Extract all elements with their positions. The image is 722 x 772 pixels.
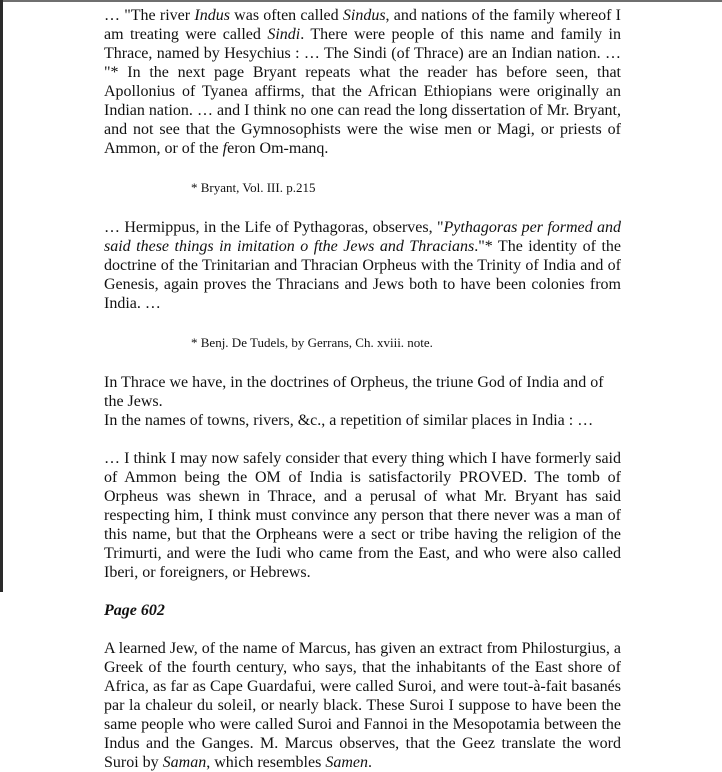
window-left-border: [0, 0, 3, 592]
paragraph-sindi: [104, 6, 621, 158]
spacer: [104, 620, 621, 639]
text-run: was often called: [229, 7, 343, 24]
text-run: ."* The identity of the doctrine of the Trinitarian and Thracian Orpheus with the Trinity of India and of Genesis, again proves the Thracians and Jews both to have been colonies from India. …: [104, 238, 621, 312]
footnote-bryant: * Bryant, Vol. III. p.215: [191, 180, 316, 195]
italic-run: Saman: [162, 754, 207, 771]
spacer: [104, 351, 621, 373]
spacer: [104, 196, 621, 218]
text-run: . There were people of this name and family in Thrace, named by Hesychius : … The Sindi (of Thrace) are an Indian nation. … "* In the next page Bryant repeats what the reader has before seen, that Apollonius of Tyanea affirms, that the African Ethiopians were originally an Indian nation. … and I think no one can read the long dissertation of Mr. Bryant, and not see that the Gymnosophists were the wise men or Magi, or priests of Ammon, or of the: [104, 26, 621, 157]
paragraph-hermippus: [104, 218, 621, 313]
spacer: [104, 430, 621, 449]
text-line: In the names of towns, rivers, &c., a repetition of similar places in India : …: [104, 412, 594, 429]
italic-run: Pythagoras per formed and said these things in imitation o fthe Jews and Thracians: [104, 219, 622, 255]
italic-run: Indus: [194, 7, 230, 24]
text-run: … "The river: [104, 7, 195, 24]
text-run: … Hermippus, in the Life of Pythagoras, observes, ": [104, 219, 444, 236]
italic-run: f: [222, 140, 228, 157]
text-run: , and nations of the family whereof I am treating were called: [104, 7, 621, 43]
footnote-tudels: * Benj. De Tudels, by Gerrans, Ch. xviii. note.: [191, 335, 433, 350]
page-heading: Page 602: [104, 602, 165, 619]
paragraph-suroi: [104, 639, 621, 772]
text-run: , which resembles: [206, 754, 326, 771]
italic-run: Samen: [325, 754, 368, 771]
text-run: A learned Jew, of the name of Marcus, has given an extract from Philosturgius, a Greek of the fourth century, who says, that the inhabitants of the East shore of Africa, as far as Cape Guardafui, were called Suroi, and were tout-à-fait basanés par la chaleur du soleil, or nearly black. These Suroi I suppose to have been the same people who were called Suroi and Fannoi in the Mesopotamia between the Indus and the Ganges. M. Marcus observes, that the Geez translate the word Suroi by: [104, 640, 621, 771]
text-run: .: [367, 754, 372, 771]
text-run: eron Om-manq.: [227, 140, 329, 157]
spacer: [104, 158, 621, 180]
paragraph-ammon: … I think I may now safely consider that every thing which I have formerly said of Ammon being the OM of India is satisfactorily PROVED. The tomb of Orpheus was shewn in Thrace, and a perusal of what Mr. Bryant has said respecting him, I think must convince any person that there never was a man of this name, but that the Orpheans were a sect or tribe having the religion of the Trimurti, and were the Iudi who came from the East, and who were also called Iberi, or foreigners, or Hebrews.: [104, 450, 621, 581]
paragraph-thrace: [104, 373, 621, 430]
text-line: In Thrace we have, in the doctrines of Orpheus, the triune God of India and of the Jews.: [104, 374, 604, 410]
italic-run: Sindus: [342, 7, 386, 24]
window-top-border: [0, 0, 722, 2]
italic-run: Sindi: [267, 26, 301, 43]
document-page: [104, 6, 621, 772]
spacer: [104, 313, 621, 335]
